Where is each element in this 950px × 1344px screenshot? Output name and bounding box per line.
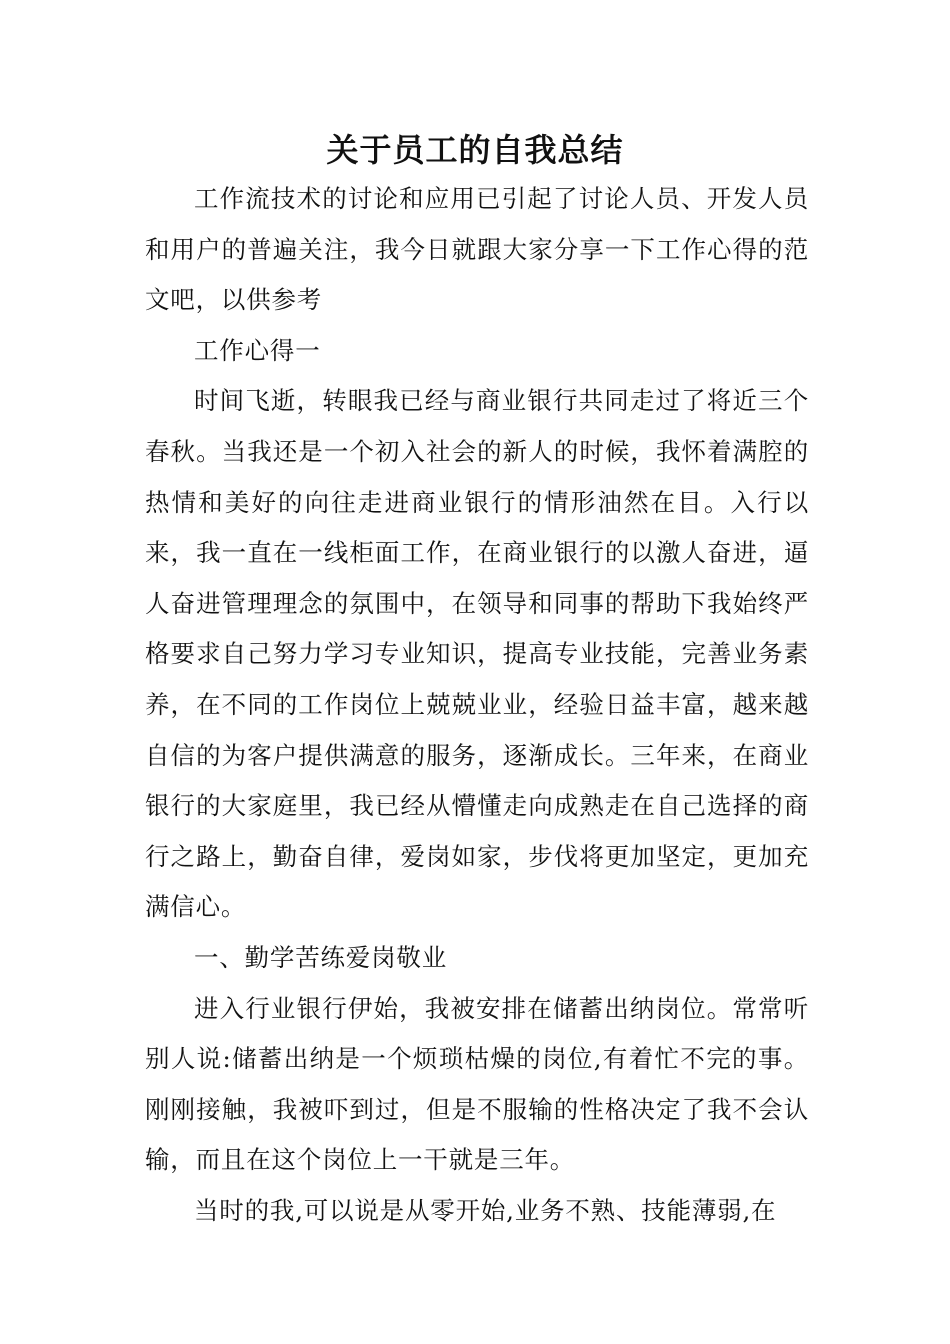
- paragraph-teller-post: 进入行业银行伊始，我被安排在储蓄出纳岗位。常常听别人说:储蓄出纳是一个烦琐枯燥的岗位,有着忙不完的事。刚刚接触，我被吓到过，但是不服输的性格决定了我不会认输，而且在这个岗位上一干就是三年。: [145, 993, 809, 1175]
- paragraph-from-zero: 当时的我,可以说是从零开始,业务不熟、技能薄弱,在: [194, 1195, 777, 1225]
- paragraph-intro: 工作流技术的讨论和应用已引起了讨论人员、开发人员和用户的普遍关注，我今日就跟大家分享一下工作心得的范文吧，以供参考: [145, 184, 809, 315]
- document-title: 关于员工的自我总结: [326, 131, 624, 169]
- document-body: [145, 174, 809, 1236]
- section-heading-diligence: 一、勤学苦练爱岗敬业: [194, 942, 447, 972]
- section-heading-work-notes-1: 工作心得一: [194, 335, 321, 365]
- paragraph-three-years: 时间飞逝，转眼我已经与商业银行共同走过了将近三个春秋。当我还是一个初入社会的新人的时候，我怀着满腔的热情和美好的向往走进商业银行的情形油然在目。入行以来，我一直在一线柜面工作，在商业银行的以激人奋进，逼人奋进管理理念的氛围中，在领导和同事的帮助下我始终严格要求自己努力学习专业知识，提高专业技能，完善业务素养，在不同的工作岗位上兢兢业业，经验日益丰富，越来越自信的为客户提供满意的服务，逐渐成长。三年来，在商业银行的大家庭里，我已经从懵懂走向成熟走在自己选择的商行之路上，勤奋自律，爱岗如家，步伐将更加坚定，更加充满信心。: [145, 386, 809, 922]
